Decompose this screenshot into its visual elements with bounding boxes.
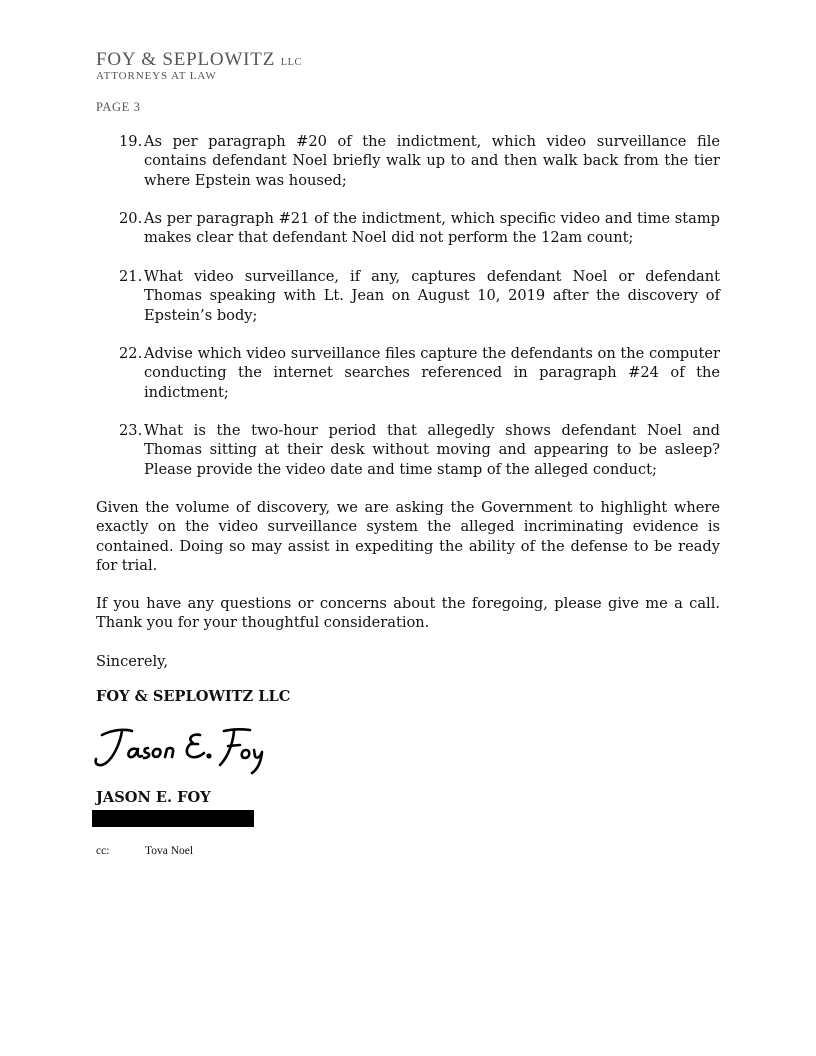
list-item-20	[119, 209, 720, 248]
cc-label: cc:	[96, 845, 110, 857]
list-item-text: Advise which video surveillance files capture the defendants on the computer conducting the internet searches referenced in paragraph #24 of the indictment;	[144, 345, 720, 401]
list-item-21	[119, 267, 720, 325]
page-number: PAGE 3	[96, 100, 141, 114]
list-item-19	[119, 132, 720, 190]
list-item-text: What video surveillance, if any, captures defendant Noel or defendant Thomas speaking with Lt. Jean on August 10, 2019 after the discovery of Epstein’s body;	[144, 268, 720, 324]
signer-name: JASON E. FOY	[96, 789, 211, 806]
redaction-bar	[92, 810, 254, 827]
salutation: Sincerely,	[96, 653, 169, 670]
list-item-number: 23.	[119, 422, 143, 439]
list-item-text: As per paragraph #21 of the indictment, which specific video and time stamp makes clear that defendant Noel did not perform the 12am count;	[144, 210, 720, 247]
list-item-22	[119, 344, 720, 402]
closing-paragraph: If you have any questions or concerns about the foregoing, please give me a call. Thank you for your thoughtful consideration.	[96, 595, 720, 632]
list-item-number: 20.	[119, 210, 143, 227]
letterhead-subtitle: ATTORNEYS AT LAW	[96, 70, 217, 82]
list-item-number: 22.	[119, 345, 143, 362]
handwritten-signature	[92, 723, 272, 775]
cc-recipient: Tova Noel	[145, 845, 194, 857]
list-item-text: As per paragraph #20 of the indictment, which video surveillance file contains defendant Noel briefly walk up to and then walk back from the tier where Epstein was housed;	[144, 133, 720, 189]
list-item-number: 19.	[119, 133, 143, 150]
signature-firm-name: FOY & SEPLOWITZ LLC	[96, 688, 291, 705]
letterhead-firm-suffix: LLC	[280, 57, 303, 68]
list-item-23	[119, 421, 720, 479]
list-item-number: 21.	[119, 268, 143, 285]
discovery-paragraph: Given the volume of discovery, we are asking the Government to highlight where exactly on the video surveillance system the alleged incriminating evidence is contained. Doing so may assist in expediting the ability of the defense to be ready for trial.	[96, 499, 720, 574]
list-item-text: What is the two-hour period that allegedly shows defendant Noel and Thomas sitting at their desk without moving and appearing to be asleep? Please provide the video date and time stamp of the alleged conduct;	[144, 422, 720, 478]
letterhead-firm-name: FOY & SEPLOWITZ LLC	[96, 49, 303, 70]
